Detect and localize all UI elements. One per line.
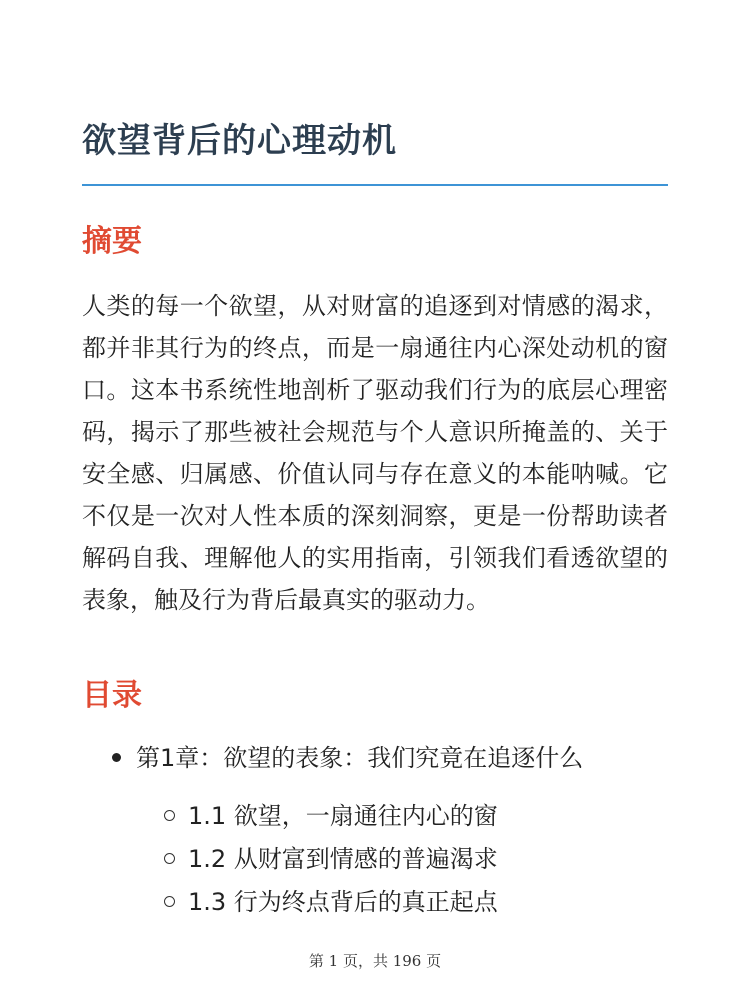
title-divider xyxy=(82,184,668,186)
toc-section-label: 1.3 行为终点背后的真正起点 xyxy=(188,888,498,916)
toc-section-1-1[interactable] xyxy=(82,796,668,836)
summary-text: 人类的每一个欲望，从对财富的追逐到对情感的渴求，都并非其行为的终点，而是一扇通往内心深处动机的窗口。这本书系统性地剖析了驱动我们行为的底层心理密码，揭示了那些被社会规范与个人意识所掩盖的、关于安全感、归属感、价值认同与存在意义的本能呐喊。它不仅是一次对人性本质的深刻洞察，更是一份帮助读者解码自我、理解他人的实用指南，引领我们看透欲望的表象，触及行为背后最真实的驱动力。 xyxy=(82,292,668,614)
bullet-icon xyxy=(112,753,121,762)
summary-heading: 摘要 xyxy=(82,224,142,259)
circle-bullet-icon xyxy=(164,810,175,821)
toc-heading: 目录 xyxy=(82,678,142,713)
toc-chapter-label: 第1章：欲望的表象：我们究竟在追逐什么 xyxy=(136,744,584,772)
toc-list xyxy=(82,738,668,925)
circle-bullet-icon xyxy=(164,853,175,864)
toc-chapter-1[interactable] xyxy=(82,738,668,778)
circle-bullet-icon xyxy=(164,896,175,907)
toc-section-1-2[interactable] xyxy=(82,839,668,879)
document-title: 欲望背后的心理动机 xyxy=(82,121,397,161)
toc-section-label: 1.1 欲望，一扇通往内心的窗 xyxy=(188,802,498,830)
toc-section-1-3[interactable] xyxy=(82,882,668,922)
toc-section-label: 1.2 从财富到情感的普遍渴求 xyxy=(188,845,498,873)
page-number-footer: 第 1 页，共 196 页 xyxy=(308,952,442,970)
toc-section-list xyxy=(82,796,668,922)
